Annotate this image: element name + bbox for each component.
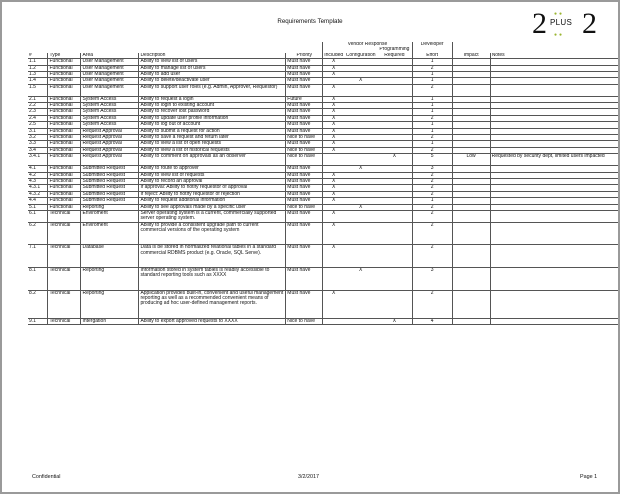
req-area: Reporting <box>81 290 139 318</box>
req-type: Technical <box>48 210 81 222</box>
req-effort: 2 <box>412 178 452 184</box>
req-number: 3.1 <box>28 128 48 134</box>
req-number: 6.2 <box>28 222 48 245</box>
req-configuration-mark <box>344 222 377 245</box>
req-effort: 1 <box>412 128 452 134</box>
req-priority: Nice to have <box>286 135 323 141</box>
req-effort: 1 <box>412 122 452 128</box>
req-included-mark <box>323 154 344 166</box>
req-number: 1.3 <box>28 72 48 78</box>
req-description: Ability to delete/deactivate user <box>139 78 286 84</box>
req-number: 3.3 <box>28 141 48 147</box>
req-type: Technical <box>48 290 81 318</box>
req-priority: Must have <box>286 210 323 222</box>
req-type: Technical <box>48 245 81 268</box>
req-description: Ability to view a list of open requests <box>139 141 286 147</box>
req-type: Functional <box>48 166 81 172</box>
req-impact <box>452 245 490 268</box>
req-configuration-mark <box>344 84 377 96</box>
req-included-mark: X <box>323 72 344 78</box>
req-notes <box>490 210 618 222</box>
req-included-mark: X <box>323 59 344 65</box>
req-priority: Must have <box>286 141 323 147</box>
req-impact <box>452 267 490 290</box>
req-description: Ability to submit a request for action <box>139 128 286 134</box>
req-type: Functional <box>48 204 81 210</box>
req-priority: Must have <box>286 172 323 178</box>
req-included-mark: X <box>323 147 344 153</box>
req-number: 1.1 <box>28 59 48 65</box>
req-number: 1.5 <box>28 84 48 96</box>
req-description: Ability to provide a consistent upgrade path to current commercial versions of the operating system <box>139 222 286 245</box>
req-effort: 4 <box>412 318 452 324</box>
logo-dots-icon: ●● <box>554 32 565 38</box>
requirements-table <box>28 42 618 325</box>
req-notes <box>490 222 618 245</box>
req-description: Ability to comment on approvals as an observer <box>139 154 286 166</box>
req-description: Ability to support user roles (e.g. Admin, Approver, Requestor) <box>139 84 286 96</box>
req-number: 5.1 <box>28 204 48 210</box>
req-priority: Nice to have <box>286 147 323 153</box>
req-priority: Nice to have <box>286 318 323 324</box>
req-effort: 2 <box>412 84 452 96</box>
req-description: Ability to login to existing account <box>139 103 286 109</box>
impact-header: Impact <box>452 53 490 59</box>
req-type: Functional <box>48 128 81 134</box>
req-type: Functional <box>48 185 81 191</box>
req-type: Functional <box>48 72 81 78</box>
req-area: Enviroment <box>81 210 139 222</box>
logo-dots-icon: ●● <box>554 11 565 17</box>
logo-left-digit: 2 <box>532 7 547 40</box>
req-description: Ability to export approved requests to XXXX <box>139 318 286 324</box>
req-priority: Must have <box>286 115 323 121</box>
req-area: Submitted Request <box>81 172 139 178</box>
req-impact <box>452 210 490 222</box>
req-effort: 2 <box>412 290 452 318</box>
req-included-mark: X <box>323 191 344 197</box>
table-row <box>28 245 618 268</box>
req-area: Request Approval <box>81 154 139 166</box>
req-effort: 1 <box>412 78 452 84</box>
req-included-mark <box>323 318 344 324</box>
req-area: System Access <box>81 96 139 102</box>
req-notes <box>490 84 618 96</box>
req-description: Information stored in system tables is readily accessible to standard reporting tools such as XXXX <box>139 267 286 290</box>
req-notes: Requested by security dept, limited users impacted <box>490 154 618 166</box>
req-included-mark: X <box>323 115 344 121</box>
req-effort: 1 <box>412 141 452 147</box>
req-programming-mark <box>377 290 412 318</box>
req-area: User Management <box>81 65 139 71</box>
req-area: Reporting <box>81 267 139 290</box>
req-area: System Access <box>81 103 139 109</box>
req-number: 6.1 <box>28 210 48 222</box>
req-priority: Must have <box>286 166 323 172</box>
req-number: 2.2 <box>28 103 48 109</box>
req-priority: Must have <box>286 78 323 84</box>
req-priority: Must have <box>286 65 323 71</box>
req-description: Application provides built-in, convenient and useful management reporting as well as a recommended convenient means of producing ad hoc user-defined management reports. <box>139 290 286 318</box>
footer-date: 3/2/2017 <box>298 474 319 480</box>
req-effort: 2 <box>412 245 452 268</box>
req-number: 3.4 <box>28 147 48 153</box>
req-number: 4.4 <box>28 198 48 204</box>
req-type: Functional <box>48 59 81 65</box>
req-area: Request Approval <box>81 147 139 153</box>
req-effort: 3 <box>412 267 452 290</box>
req-description: Ability to record an approval <box>139 178 286 184</box>
req-number: 7.1 <box>28 245 48 268</box>
req-effort: 1 <box>412 96 452 102</box>
req-priority: Must have <box>286 185 323 191</box>
req-description: Data is be stored in normalized relational tables in a standard commercial RDBMS product (e.g. Oracle, SQL Serve). <box>139 245 286 268</box>
req-included-mark: X <box>323 210 344 222</box>
req-description: Server operating system is a current, commercially supported server operating system. <box>139 210 286 222</box>
req-area: Submitted Request <box>81 191 139 197</box>
req-priority: Must have <box>286 128 323 134</box>
req-type: Functional <box>48 147 81 153</box>
table-row <box>28 154 618 166</box>
req-number: 4.3.2 <box>28 191 48 197</box>
req-type: Functional <box>48 172 81 178</box>
req-effort: 5 <box>412 154 452 166</box>
req-type: Functional <box>48 78 81 84</box>
req-included-mark: X <box>323 172 344 178</box>
req-included-mark: X <box>323 185 344 191</box>
req-notes <box>490 245 618 268</box>
req-number: 2.3 <box>28 109 48 115</box>
logo-right-digit: 2 <box>582 7 597 40</box>
req-number: 2.5 <box>28 122 48 128</box>
req-configuration-mark: X <box>344 78 377 84</box>
req-included-mark: X <box>323 122 344 128</box>
req-configuration-mark <box>344 290 377 318</box>
req-number: 4.1 <box>28 166 48 172</box>
req-included-mark: X <box>323 135 344 141</box>
req-number: 1.4 <box>28 78 48 84</box>
req-number: 4.3.1 <box>28 185 48 191</box>
req-description: Ability to see approvals made by a specific user <box>139 204 286 210</box>
req-effort: 1 <box>412 109 452 115</box>
req-included-mark: X <box>323 109 344 115</box>
req-included-mark: X <box>323 141 344 147</box>
req-number: 2.1 <box>28 96 48 102</box>
req-included-mark: X <box>323 178 344 184</box>
req-included-mark: X <box>323 290 344 318</box>
req-area: Enviroment <box>81 222 139 245</box>
table-row <box>28 290 618 318</box>
req-priority: Must have <box>286 109 323 115</box>
document-title: Requirements Template <box>277 18 343 25</box>
req-priority: Must have <box>286 103 323 109</box>
req-type: Functional <box>48 122 81 128</box>
req-priority: Must have <box>286 72 323 78</box>
req-description: If reject: Ability to notify requestor of rejection <box>139 191 286 197</box>
req-area: Request Approval <box>81 141 139 147</box>
req-type: Functional <box>48 198 81 204</box>
req-effort: 2 <box>412 185 452 191</box>
req-number: 2.4 <box>28 115 48 121</box>
req-priority: Must have <box>286 198 323 204</box>
type-header: Type <box>48 53 81 59</box>
req-impact <box>452 318 490 324</box>
req-priority: Nice to have <box>286 204 323 210</box>
document-page <box>2 2 618 492</box>
req-area: Submitted Request <box>81 178 139 184</box>
req-description: Ability to request additonal information <box>139 198 286 204</box>
req-impact: Low <box>452 154 490 166</box>
req-description: Ability to view list of users <box>139 59 286 65</box>
req-included-mark: X <box>323 128 344 134</box>
included-header: Included <box>324 52 344 58</box>
req-programming-mark <box>377 267 412 290</box>
req-included-mark: X <box>323 84 344 96</box>
req-description: Ability to request a login <box>139 96 286 102</box>
req-effort: 2 <box>412 65 452 71</box>
req-effort: 2 <box>412 210 452 222</box>
req-priority: Must have <box>286 84 323 96</box>
req-included-mark: X <box>323 245 344 268</box>
req-area: System Access <box>81 109 139 115</box>
req-included-mark: X <box>323 65 344 71</box>
req-type: Functional <box>48 109 81 115</box>
req-programming-mark: X <box>377 318 412 324</box>
req-priority: Nice to have <box>286 154 323 166</box>
vendor-response-header: Vendor Response <box>323 42 412 47</box>
table-row <box>28 267 618 290</box>
req-number: 1.2 <box>28 65 48 71</box>
req-description: Ability to route to approver <box>139 166 286 172</box>
req-description: If approval: Ability to notify requestor of approval <box>139 185 286 191</box>
req-configuration-mark <box>344 318 377 324</box>
req-impact <box>452 290 490 318</box>
req-programming-mark <box>377 245 412 268</box>
table-row <box>28 210 618 222</box>
req-programming-mark: X <box>377 154 412 166</box>
req-priority: Must have <box>286 122 323 128</box>
req-effort: 1 <box>412 103 452 109</box>
priority-header: Priority <box>286 53 323 59</box>
logo-plus-word: PLUS <box>550 18 573 27</box>
req-impact <box>452 222 490 245</box>
req-type: Functional <box>48 178 81 184</box>
req-included-mark: X <box>323 198 344 204</box>
req-effort: 1 <box>412 59 452 65</box>
req-type: Functional <box>48 103 81 109</box>
req-priority: Must have <box>286 245 323 268</box>
req-effort: 2 <box>412 191 452 197</box>
req-effort: 2 <box>412 115 452 121</box>
req-area: Submitted Request <box>81 198 139 204</box>
req-priority: Must have <box>286 222 323 245</box>
req-description: Ability to add user <box>139 72 286 78</box>
req-priority: Must have <box>286 191 323 197</box>
req-impact <box>452 84 490 96</box>
req-configuration-mark: X <box>344 166 377 172</box>
req-area: Intergation <box>81 318 139 324</box>
req-area: Request Approval <box>81 135 139 141</box>
req-description: Ability to save a request and return later <box>139 135 286 141</box>
req-notes <box>490 318 618 324</box>
req-type: Functional <box>48 115 81 121</box>
programming-required-header: Required <box>377 53 412 59</box>
req-type: Functional <box>48 96 81 102</box>
notes-header: Notes <box>490 53 618 59</box>
req-priority: Future <box>286 96 323 102</box>
req-priority: Must have <box>286 178 323 184</box>
req-number: 4.3 <box>28 178 48 184</box>
req-description: Ability to log out of account <box>139 122 286 128</box>
req-included-mark: X <box>323 96 344 102</box>
number-header: # <box>28 53 48 59</box>
req-configuration-mark: X <box>344 204 377 210</box>
req-effort: 2 <box>412 222 452 245</box>
req-programming-mark <box>377 84 412 96</box>
req-included-mark: X <box>323 103 344 109</box>
req-configuration-mark <box>344 245 377 268</box>
req-type: Functional <box>48 191 81 197</box>
req-description: Ability to update user profile information <box>139 115 286 121</box>
req-effort: 3 <box>412 166 452 172</box>
req-number: 9.1 <box>28 318 48 324</box>
req-area: User Management <box>81 72 139 78</box>
req-type: Functional <box>48 65 81 71</box>
req-area: Request Approval <box>81 128 139 134</box>
req-configuration-mark <box>344 210 377 222</box>
req-effort: 1 <box>412 198 452 204</box>
programming-required-header-top: Programming <box>377 47 412 52</box>
company-logo <box>528 8 614 44</box>
req-configuration-mark <box>344 154 377 166</box>
req-priority: Must have <box>286 59 323 65</box>
req-number: 4.2 <box>28 172 48 178</box>
table-row <box>28 222 618 245</box>
req-type: Functional <box>48 141 81 147</box>
req-description: Ability to manage list of users <box>139 65 286 71</box>
req-number: 3.4.1 <box>28 154 48 166</box>
req-type: Functional <box>48 135 81 141</box>
footer-page-number: Page 1 <box>580 474 598 480</box>
req-type: Technical <box>48 222 81 245</box>
req-area: User Management <box>81 59 139 65</box>
req-area: Submitted Request <box>81 166 139 172</box>
req-effort: 1 <box>412 72 452 78</box>
req-area: Database <box>81 245 139 268</box>
configuration-header: Configuration <box>345 52 376 58</box>
req-effort: 2 <box>412 204 452 210</box>
req-type: Functional <box>48 154 81 166</box>
req-area: System Access <box>81 122 139 128</box>
table-row <box>28 84 618 96</box>
req-effort: 2 <box>412 147 452 153</box>
req-area: System Access <box>81 115 139 121</box>
req-programming-mark <box>377 210 412 222</box>
req-notes <box>490 267 618 290</box>
req-description: Ability to view a list of historical requests <box>139 147 286 153</box>
req-included-mark: X <box>323 222 344 245</box>
req-notes <box>490 290 618 318</box>
effort-header: Effort <box>412 53 452 59</box>
req-area: User Management <box>81 78 139 84</box>
req-configuration-mark: X <box>344 267 377 290</box>
footer-confidential: Confidential <box>32 474 61 480</box>
req-description: Ability to view list of requests <box>139 172 286 178</box>
req-number: 3.2 <box>28 135 48 141</box>
req-effort: 2 <box>412 172 452 178</box>
req-area: User Management <box>81 84 139 96</box>
req-programming-mark <box>377 222 412 245</box>
description-header: Description <box>139 53 286 59</box>
req-type: Technical <box>48 318 81 324</box>
area-header: Area <box>81 53 139 59</box>
req-included-mark <box>323 267 344 290</box>
req-priority: Must have <box>286 290 323 318</box>
req-number: 8.1 <box>28 267 48 290</box>
req-number: 8.2 <box>28 290 48 318</box>
developer-header: Developer <box>412 42 452 47</box>
req-type: Functional <box>48 84 81 96</box>
table-row <box>28 318 618 324</box>
req-type: Technical <box>48 267 81 290</box>
req-area: Reporting <box>81 204 139 210</box>
req-priority: Must have <box>286 267 323 290</box>
req-description: Ability to recover lost password <box>139 109 286 115</box>
req-effort: 2 <box>412 135 452 141</box>
req-area: Submitted Request <box>81 185 139 191</box>
